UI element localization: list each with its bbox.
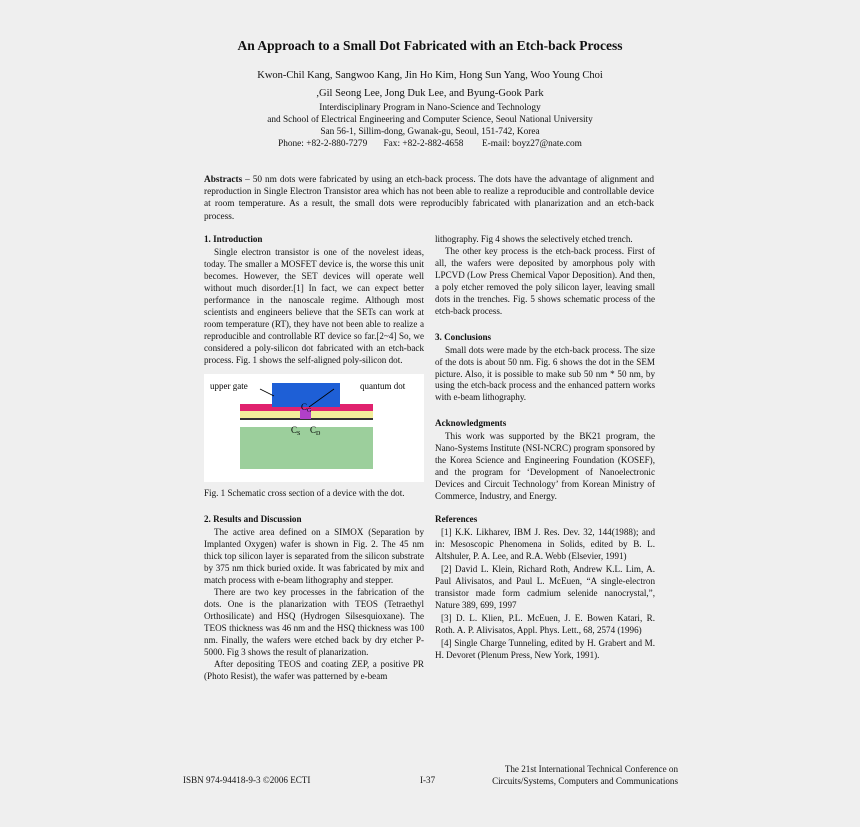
affiliation-line-2: and School of Electrical Engineering and Computer Science, Seoul National University (267, 115, 593, 125)
paper-title: An Approach to a Small Dot Fabricated with an Etch-back Process (237, 38, 623, 53)
abstract-label: Abstracts (204, 175, 243, 185)
footer-page-number: I-37 (420, 775, 436, 785)
results-heading: 2. Results and Discussion (204, 514, 302, 525)
footer-isbn: ISBN 974-94418-9-3 ©2006 ECTI (183, 775, 311, 785)
acknowledgments-heading: Acknowledgments (435, 418, 507, 429)
affiliation-line-3: San 56-1, Sillim-dong, Gwanak-gu, Seoul, 151-742, Korea (320, 127, 540, 137)
footer-conference-line-1: The 21st International Technical Conference on (504, 764, 678, 774)
figure-1-caption: Fig. 1 Schematic cross section of a device with the dot. (204, 488, 405, 499)
intro-heading: 1. Introduction (204, 234, 263, 244)
cs-label: $C_S$ (291, 425, 301, 438)
results-continued: lithography. Fig 4 shows the selectively etched trench. (435, 234, 633, 244)
results-paragraph-3: After depositing TEOS and coating ZEP, a positive PR (Photo Resist), the wafer was patterned by e-beam (204, 658, 424, 681)
cg-label: $C_G$ (301, 402, 312, 415)
results-paragraph-1: The active area defined on a SIMOX (Separation by Implanted Oxygen) wafer is shown in Fig. 2. The 45 nm thick top silicon layer is separated from the silicon substrate by 375 nm thick buried oxide. It was fabricated by mix and match process with e-beam lithography and stepper. (204, 527, 424, 586)
quantum-dot-label: quantum dot (360, 381, 406, 392)
results-paragraph-2: There are two key processes in the fabrication of the dots. One is the planarization with TEOS (Tetraethyl Orthosilicate) and HSQ (Hydrogen Silsesquioxane). The TEOS thickness was 46 nm and the HSQ thickness was 100 nm. Finally, the wafers were etched back by dry etcher P-5000. Fig 3 shows the result of planarization. (204, 587, 424, 657)
reference-item: [4] Single Charge Tunneling, edited by H. Grabert and M. H. Devoret (Plenum Press, New York, 1991). (435, 637, 655, 660)
abstract (204, 174, 654, 223)
reference-item: [2] David L. Klein, Richard Roth, Andrew K.L. Lim, A. Paul Alivisatos, and Paul L. McEuen, “A single-electron transistor made form cadmium selenide nanocrystal,”, Nature 389, 699, 1997 (435, 563, 655, 610)
reference-item: [3] D. L. Klien, P.L. McEuen, J. E. Bowen Katari, R. Roth. A. P. Alivisatos, Appl. Phys. Lett., 68, 2574 (1996) (435, 612, 655, 635)
contact-line: Phone: +82-2-880-7279 Fax: +82-2-882-4658 E-mail: boyz27@nate.com (278, 139, 582, 149)
right-column (435, 234, 655, 662)
left-column (204, 234, 424, 683)
cd-label: $C_D$ (310, 425, 321, 438)
upper-gate-label: upper gate (210, 381, 248, 392)
authors-line-2: ,Gil Seong Lee, Jong Duk Lee, and Byung-Gook Park (316, 88, 544, 99)
affiliation-line-1: Interdisciplinary Program in Nano-Science and Technology (319, 103, 541, 113)
references-heading: References (435, 514, 478, 525)
conclusions-paragraph: Small dots were made by the etch-back process. The size of the dots is about 50 nm. Fig. 6 shows the dot in the SEM picture. Also, it is possible to make sub 50 nm * 50 nm, by using the etch-back process and the enhanced pattern works with e-beam lithography. (435, 344, 655, 403)
conclusions-heading: 3. Conclusions (435, 331, 492, 342)
abstract-text: – 50 nm dots were fabricated by using an etch-back process. The dots have the advantage of alignment and reproduction in Single Electron Transistor area which has not been able to realize a reproducible and controllable device at room temperature. As a result, the small dots were reproducibly fabricated with planarization and an etch-back process. (204, 175, 654, 222)
device-cross-section-diagram (204, 374, 424, 482)
footer-conference-line-2: Circuits/Systems, Computers and Communications (492, 775, 678, 786)
authors-line-1: Kwon-Chil Kang, Sangwoo Kang, Jin Ho Kim, Hong Sun Yang, Woo Young Choi (257, 70, 603, 81)
etch-back-paragraph: The other key process is the etch-back process. First of all, the wafers were deposited by amorphous poly with LPCVD (Low Press Chemical Vapor Deposition). And then, a poly etcher removed the poly silicon layer, leaving small dots in the trenches. Fig. 5 shows schematic process of the etch-back process. (435, 245, 655, 316)
reference-item: [1] K.K. Likharev, IBM J. Res. Dev. 32, 144(1988); and in: Mesoscopic Phenomena in Solids, edited by B. L. Altshuler, P. A. Lee, and R.A. Webb (Elsevier, 1991) (435, 527, 655, 561)
intro-paragraph: Single electron transistor is one of the novelest ideas, today. The smaller a MOSFET device is, the worse this unit becomes. However, the SET devices will operate well without much disorder.[1] In fact, we can expect better performance in the nanoscale regime. Although most scientists and engineers believe that the SETs can work at room temperature (RT), they have not been able to realize a reproducible and controllable RT device so far.[2~4] So, we considered a poly-silicon dot fabricated with an etch-back process. Fig. 1 shows the self-aligned poly-silicon dot. (204, 246, 424, 365)
acknowledgments-paragraph: This work was supported by the BK21 program, the Nano-Systems Institute (NSI-NCRC) program sponsored by the Korea Science and Engineering Foundation (KOSEF), and the program for ‘Development of Nanoelectronic Devices and Circuit Technology’ from Korean Ministry of Commerce, Industry, and Energy. (435, 431, 655, 502)
substrate-layer (240, 427, 373, 469)
figure-1 (204, 374, 424, 482)
footer-conference (470, 764, 678, 787)
